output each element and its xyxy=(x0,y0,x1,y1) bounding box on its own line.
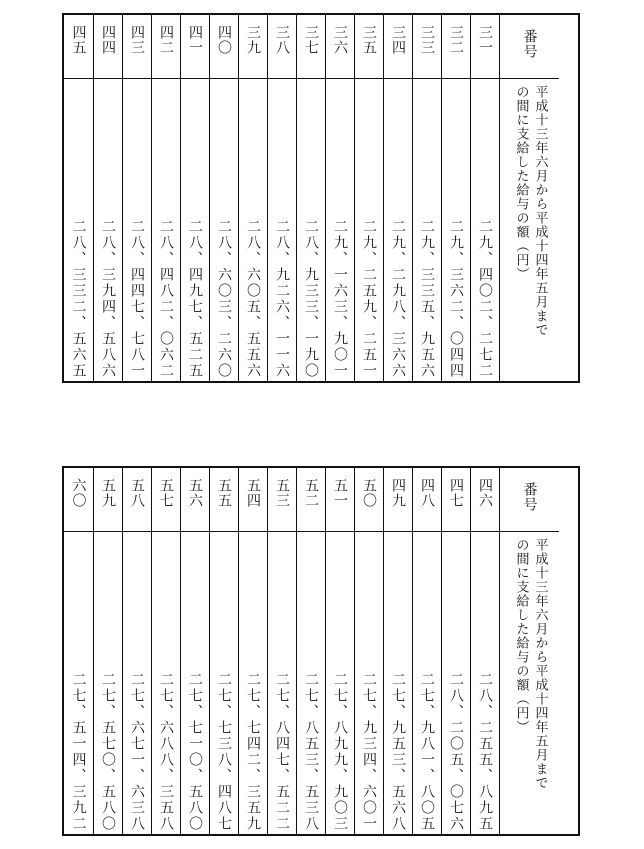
amount-header-line1: 平成十三年六月から平成十四年五月まで xyxy=(532,85,548,337)
header-column xyxy=(499,15,559,381)
row-number: 六〇 xyxy=(70,478,87,508)
table-column xyxy=(470,15,499,381)
row-amount: 二七、九八一、八〇五 xyxy=(419,672,435,832)
row-amount: 二七、八五三、五三八 xyxy=(303,672,319,832)
number-header: 番号 xyxy=(521,29,538,59)
row-number: 三七 xyxy=(303,25,319,55)
row-amount: 二八、六〇五、五五六 xyxy=(245,219,261,379)
row-number: 五四 xyxy=(245,478,261,508)
table-column xyxy=(296,468,325,834)
row-amount: 二八、二五五、八九五 xyxy=(477,672,493,832)
table-column xyxy=(93,15,122,381)
row-amount: 二八、四九七、五二五 xyxy=(187,219,203,379)
row-number: 三五 xyxy=(361,25,377,55)
row-number: 四八 xyxy=(419,478,435,508)
table-column xyxy=(267,468,296,834)
row-number: 三六 xyxy=(332,25,348,55)
number-header: 番号 xyxy=(521,482,538,512)
table-column xyxy=(238,15,267,381)
row-amount: 二八、三九四、五八六 xyxy=(100,219,116,379)
table-column xyxy=(238,468,267,834)
row-amount: 二七、七四二、三五九 xyxy=(245,672,261,832)
table-column xyxy=(180,468,209,834)
row-number: 四一 xyxy=(187,25,203,55)
table-column xyxy=(93,468,122,834)
table-column xyxy=(383,468,412,834)
row-amount: 二九、一六三、九〇一 xyxy=(332,219,348,379)
table-column xyxy=(122,15,151,381)
row-number: 五五 xyxy=(216,478,232,508)
table-column xyxy=(180,15,209,381)
row-number: 三四 xyxy=(390,25,406,55)
table-column xyxy=(470,468,499,834)
row-number: 五一 xyxy=(332,478,348,508)
table-column xyxy=(412,15,441,381)
row-amount: 二七、七一〇、五八〇 xyxy=(187,672,203,832)
row-number: 五二 xyxy=(303,478,319,508)
table-column xyxy=(441,468,470,834)
row-amount: 二九、三三五、九五六 xyxy=(419,219,435,379)
row-number: 五八 xyxy=(129,478,145,508)
row-number: 四二 xyxy=(158,25,174,55)
row-number: 四三 xyxy=(129,25,145,55)
table-column xyxy=(412,468,441,834)
row-amount: 二八、二〇五、〇七六 xyxy=(448,672,464,832)
row-amount: 二七、八九九、九〇三 xyxy=(332,672,348,832)
row-number: 五六 xyxy=(187,478,203,508)
amount-header-line1: 平成十三年六月から平成十四年五月まで xyxy=(532,538,548,790)
row-number: 四七 xyxy=(448,478,464,508)
row-number: 三九 xyxy=(245,25,261,55)
table-column xyxy=(64,15,93,381)
row-amount: 二九、四〇二、二七二 xyxy=(477,219,493,379)
salary-table-bottom xyxy=(62,466,580,836)
row-amount: 二八、六〇三、二六〇 xyxy=(216,219,232,379)
salary-table-top xyxy=(62,13,580,383)
row-number: 四四 xyxy=(100,25,116,55)
row-number: 四〇 xyxy=(216,25,232,55)
row-number: 三八 xyxy=(274,25,290,55)
row-amount: 二七、六七一、六三八 xyxy=(129,672,145,832)
row-amount: 二八、三三二、五六五 xyxy=(70,219,87,379)
row-amount: 二七、五七〇、五八〇 xyxy=(100,672,116,832)
row-amount: 二七、七三八、四八七 xyxy=(216,672,232,832)
row-amount: 二七、六八八、三五八 xyxy=(158,672,174,832)
row-number: 五〇 xyxy=(361,478,377,508)
row-amount: 二八、九三三、一九〇 xyxy=(303,219,319,379)
row-amount: 二八、四四七、七八一 xyxy=(129,219,145,379)
table-column xyxy=(441,15,470,381)
row-amount: 二九、二五九、二五一 xyxy=(361,219,377,379)
table-column xyxy=(354,468,383,834)
row-amount: 二九、三六二、〇四四 xyxy=(448,219,464,379)
row-number: 四六 xyxy=(477,478,493,508)
table-column xyxy=(122,468,151,834)
row-number: 五七 xyxy=(158,478,174,508)
table-column xyxy=(296,15,325,381)
amount-header-line2: の間に支給した給与の額（円） xyxy=(513,85,529,281)
row-number: 四九 xyxy=(390,478,406,508)
table-column xyxy=(325,15,354,381)
row-amount: 二七、五一四、三九二 xyxy=(70,672,87,832)
row-amount: 二八、四八二、〇六二 xyxy=(158,219,174,379)
row-amount: 二七、九五三、五六八 xyxy=(390,672,406,832)
row-number: 三二 xyxy=(448,25,464,55)
table-column xyxy=(383,15,412,381)
row-number: 五三 xyxy=(274,478,290,508)
header-column xyxy=(499,468,559,834)
row-number: 三三 xyxy=(419,25,435,55)
row-number: 三一 xyxy=(477,25,493,55)
table-column xyxy=(325,468,354,834)
table-column xyxy=(267,15,296,381)
row-amount: 二七、九三四、六〇一 xyxy=(361,672,377,832)
table-column xyxy=(354,15,383,381)
row-number: 五九 xyxy=(100,478,116,508)
table-column xyxy=(151,468,180,834)
amount-header-line2: の間に支給した給与の額（円） xyxy=(513,538,529,734)
table-column xyxy=(209,468,238,834)
row-amount: 二九、二九八、三六六 xyxy=(390,219,406,379)
table-column xyxy=(64,468,93,834)
row-amount: 二七、八四七、五二二 xyxy=(274,672,290,832)
table-column xyxy=(151,15,180,381)
table-column xyxy=(209,15,238,381)
row-amount: 二八、九二六、一一六 xyxy=(274,219,290,379)
row-number: 四五 xyxy=(70,25,87,55)
